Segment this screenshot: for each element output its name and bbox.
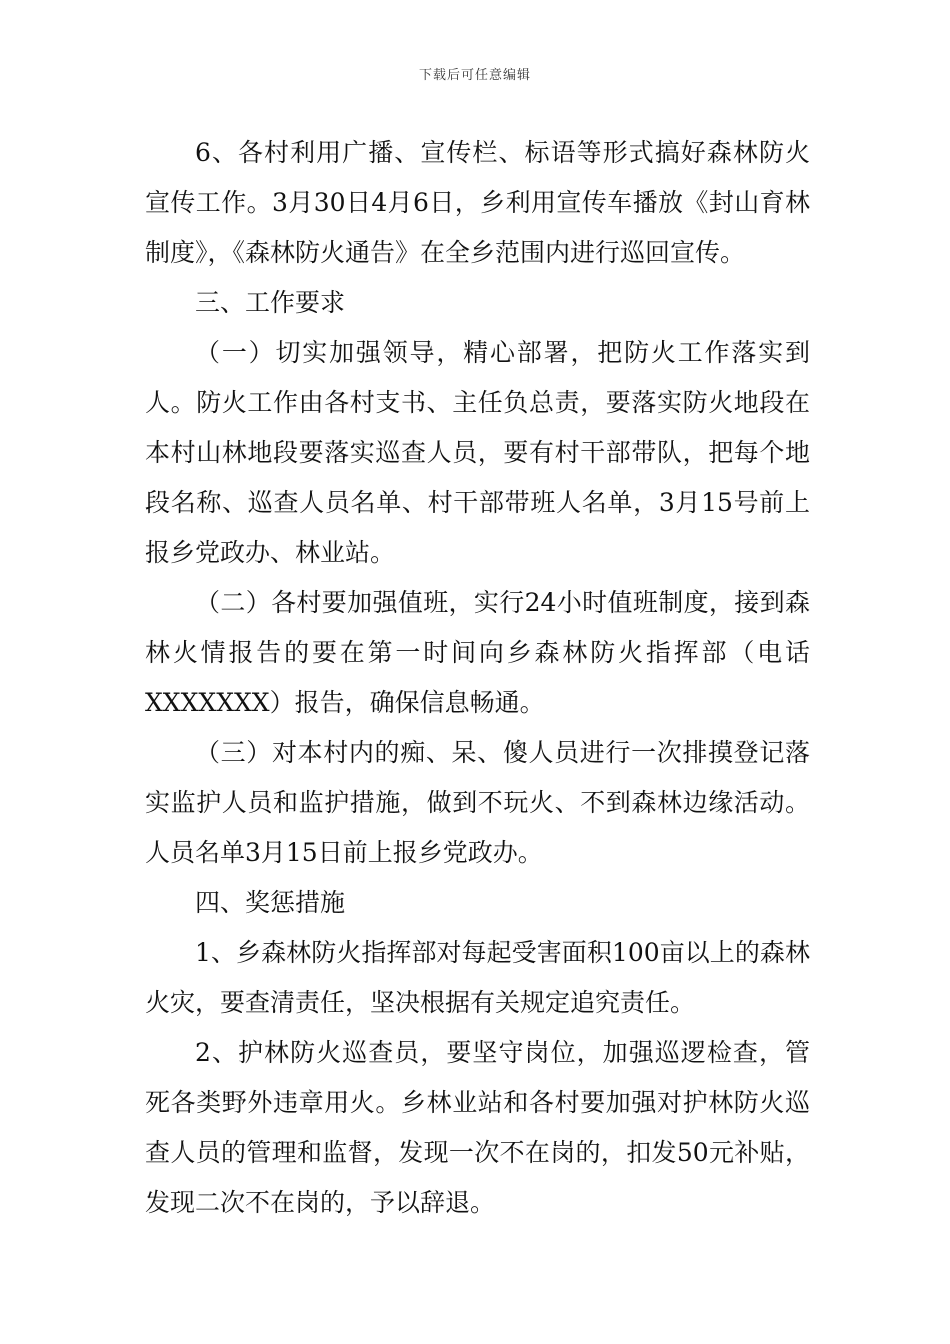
- page-header: 下载后可任意编辑: [418, 68, 531, 83]
- document-body: [145, 128, 810, 1228]
- paragraph-requirement-2: （二）各村要加强值班，实行24小时值班制度，接到森林火情报告的要在第一时间向乡森林防火指挥部（电话XXXXXXX）报告，确保信息畅通。: [145, 588, 810, 717]
- paragraph-requirement-3: （三）对本村内的痴、呆、傻人员进行一次排摸登记落实监护人员和监护措施，做到不玩火、不到森林边缘活动。人员名单3月15日前上报乡党政办。: [145, 738, 810, 867]
- paragraph-requirement-1: （一）切实加强领导，精心部署，把防火工作落实到人。防火工作由各村支书、主任负总责，要落实防火地段在本村山林地段要落实巡查人员，要有村干部带队，把每个地段名称、巡查人员名单、村干部带班人名单，3月15号前上报乡党政办、林业站。: [145, 338, 810, 567]
- heading-work-requirements: 三、工作要求: [195, 288, 346, 317]
- paragraph-publicity: 6、各村利用广播、宣传栏、标语等形式搞好森林防火宣传工作。3月30日4月6日，乡利用宣传车播放《封山育林制度》，《森林防火通告》在全乡范围内进行巡回宣传。: [145, 138, 810, 267]
- paragraph-measure-1: 1、乡森林防火指挥部对每起受害面积100亩以上的森林火灾，要查清责任，坚决根据有关规定追究责任。: [145, 938, 810, 1017]
- paragraph-measure-2: 2、护林防火巡查员，要坚守岗位，加强巡逻检查，管死各类野外违章用火。乡林业站和各村要加强对护林防火巡查人员的管理和监督，发现一次不在岗的，扣发50元补贴，发现二次不在岗的，予以辞退。: [145, 1038, 810, 1217]
- heading-rewards-penalties: 四、奖惩措施: [195, 888, 346, 917]
